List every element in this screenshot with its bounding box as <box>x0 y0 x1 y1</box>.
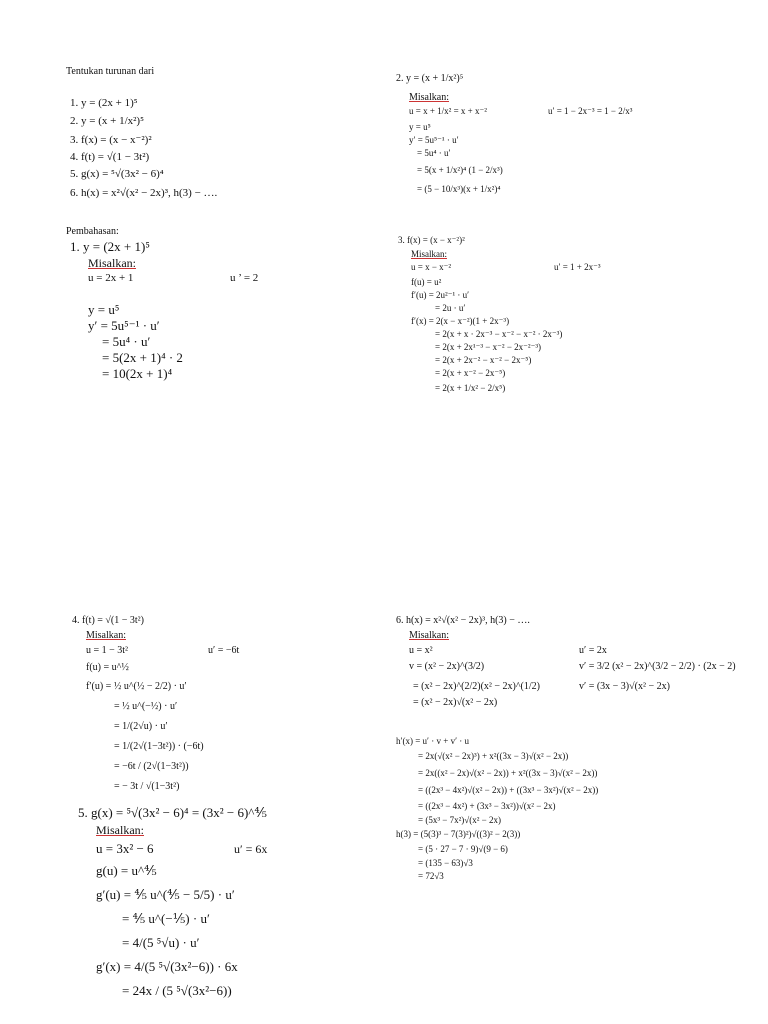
solution-3-step: = 2(x + 2x¹⁻³ − x⁻² − 2x⁻²⁻³) <box>435 342 542 352</box>
solution-6-h3-step: = (5 · 27 − 7 · 9)√(9 − 6) <box>418 844 508 854</box>
solution-6-h-step: = ((2x³ − 4x²)√(x² − 2x)) + ((3x³ − 3x²)√(x² − 2x)) <box>418 785 599 795</box>
solution-6-h-step: = 2x((x² − 2x)√(x² − 2x)) + x²((3x − 3)√(x² − 2x)) <box>418 768 598 778</box>
solution-5-title: 5. g(x) = ⁵√(3x² − 6)⁴ = (3x² − 6)^⅘ <box>78 805 267 820</box>
solution-3-step: = 2(x + x · 2x⁻³ − x⁻² − x⁻² · 2x⁻³) <box>435 329 563 339</box>
solution-5-u: u = 3x² − 6 <box>96 841 154 856</box>
solution-6-v-step: = (x² − 2x)^(2/2)(x² − 2x)^(1/2) <box>413 681 540 692</box>
solution-6-dv: v′ = 3/2 (x² − 2x)^(3/2 − 2/2) · (2x − 2) <box>579 661 736 672</box>
solution-2-step: = 5u⁴ · u′ <box>417 148 451 158</box>
solution-6-du: u′ = 2x <box>579 645 607 656</box>
problem-4: 4. f(t) = √(1 − 3t²) <box>70 151 150 163</box>
solution-3-du: u′ = 1 + 2x⁻³ <box>554 262 601 272</box>
solution-4-title: 4. f(t) = √(1 − 3t²) <box>72 615 144 626</box>
solution-2-du: u′ = 1 − 2x⁻³ = 1 − 2/x³ <box>548 106 633 116</box>
solution-1-du: u ’ = 2 <box>230 272 259 284</box>
problem-2: 2. y = (x + 1/x²)⁵ <box>70 115 144 127</box>
solution-1-u: u = 2x + 1 <box>88 272 134 284</box>
solution-5-step: = 4/(5 ⁵√u) · u′ <box>122 935 200 950</box>
solution-4-step: f(u) = u^½ <box>86 662 129 673</box>
solution-6-h-step: = (5x³ − 7x²)√(x² − 2x) <box>418 815 501 825</box>
solution-3-step: f′(u) = 2u²⁻¹ · u′ <box>411 290 470 300</box>
problem-6: 6. h(x) = x²√(x² − 2x)³, h(3) − …. <box>70 187 218 199</box>
solution-3-misalkan: Misalkan: <box>411 249 447 259</box>
solution-6-misalkan: Misalkan: <box>409 630 449 641</box>
solution-6-h-step: h′(x) = u′ · v + v′ · u <box>396 736 470 746</box>
solution-4-step: = 1/(2√u) · u′ <box>114 721 168 732</box>
solution-4-u: u = 1 − 3t² <box>86 645 129 656</box>
solution-1-step: = 10(2x + 1)⁴ <box>102 366 173 381</box>
solution-3-step: f(u) = u² <box>411 277 442 287</box>
solution-6-v-step: = (x² − 2x)√(x² − 2x) <box>413 697 498 708</box>
solution-2-title: 2. y = (x + 1/x²)⁵ <box>396 73 464 84</box>
solution-6-dv2: v′ = (3x − 3)√(x² − 2x) <box>579 681 670 692</box>
problem-1: 1. y = (2x + 1)⁵ <box>70 97 138 109</box>
solution-4-step: = − 3t / √(1−3t²) <box>114 781 180 792</box>
solution-3-step: = 2(x + x⁻² − 2x⁻⁵) <box>435 368 506 378</box>
heading: Tentukan turunan dari <box>66 66 155 77</box>
solution-4-misalkan: Misalkan: <box>86 630 126 641</box>
solution-4-step: = ½ u^(−½) · u′ <box>114 701 178 712</box>
solution-4-step: = −6t / (2√(1−3t²)) <box>114 761 189 772</box>
problem-3: 3. f(x) = (x − x⁻²)² <box>70 134 152 146</box>
solution-5-step: g′(x) = 4/(5 ⁵√(3x²−6)) · 6x <box>96 959 238 974</box>
solution-6-h3-step: = 72√3 <box>418 871 444 881</box>
solution-3-title: 3. f(x) = (x − x⁻²)² <box>398 235 465 245</box>
solution-6-v: v = (x² − 2x)^(3/2) <box>409 661 485 672</box>
solution-2-u: u = x + 1/x² = x + x⁻² <box>409 106 487 116</box>
solution-2-misalkan: Misalkan: <box>409 92 449 103</box>
solution-1-step: y′ = 5u⁵⁻¹ · u′ <box>88 318 160 333</box>
solution-5-step: g′(u) = ⅘ u^(⅘ − 5/5) · u′ <box>96 887 235 902</box>
solution-4-step: f′(u) = ½ u^(½ − 2/2) · u′ <box>86 681 187 692</box>
solution-6-h3-step: h(3) = (5(3)³ − 7(3)²)√((3)² − 2(3)) <box>396 829 521 839</box>
solution-1-step: y = u⁵ <box>88 302 120 317</box>
solution-6-title: 6. h(x) = x²√(x² − 2x)³, h(3) − …. <box>396 615 530 626</box>
solution-2-step: y′ = 5u⁵⁻¹ · u′ <box>409 135 459 145</box>
solution-2-step: = 5(x + 1/x²)⁴ (1 − 2/x³) <box>417 165 503 175</box>
solution-5-misalkan: Misalkan: <box>96 823 144 837</box>
solution-5-step: g(u) = u^⅘ <box>96 863 157 878</box>
solution-3-step: = 2(x + 2x⁻² − x⁻² − 2x⁻⁵) <box>435 355 532 365</box>
solution-4-du: u′ = −6t <box>208 645 240 656</box>
problem-5: 5. g(x) = ⁵√(3x² − 6)⁴ <box>70 168 164 180</box>
solution-2-step: y = u⁵ <box>409 122 431 132</box>
solution-3-step: = 2u · u′ <box>435 303 466 313</box>
solution-2-step: = (5 − 10/x³)(x + 1/x²)⁴ <box>417 184 501 194</box>
solution-3-step: f′(x) = 2(x − x⁻²)(1 + 2x⁻³) <box>411 316 510 326</box>
solution-1-step: = 5u⁴ · u′ <box>102 334 151 349</box>
solution-6-h3-step: = (135 − 63)√3 <box>418 858 473 868</box>
solution-3-u: u = x − x⁻² <box>411 262 452 272</box>
pembahasan-label: Pembahasan: <box>66 226 119 237</box>
solution-5-step: = 24x / (5 ⁵√(3x²−6)) <box>122 983 232 998</box>
solution-1-misalkan: Misalkan: <box>88 256 136 270</box>
solution-6-h-step: = ((2x³ − 4x²) + (3x³ − 3x²))√(x² − 2x) <box>418 801 556 811</box>
solution-5-du: u′ = 6x <box>234 842 268 856</box>
solution-1-step: = 5(2x + 1)⁴ · 2 <box>102 350 183 365</box>
solution-6-u: u = x² <box>409 645 433 656</box>
solution-6-h-step: = 2x(√(x² − 2x)³) + x²((3x − 3)√(x² − 2x)) <box>418 751 569 761</box>
solution-3-step: = 2(x + 1/x² − 2/x⁵) <box>435 383 506 393</box>
solution-5-step: = ⅘ u^(−⅕) · u′ <box>122 911 210 926</box>
solution-1-title: 1. y = (2x + 1)⁵ <box>70 239 150 254</box>
solution-4-step: = 1/(2√(1−3t²)) · (−6t) <box>114 741 204 752</box>
